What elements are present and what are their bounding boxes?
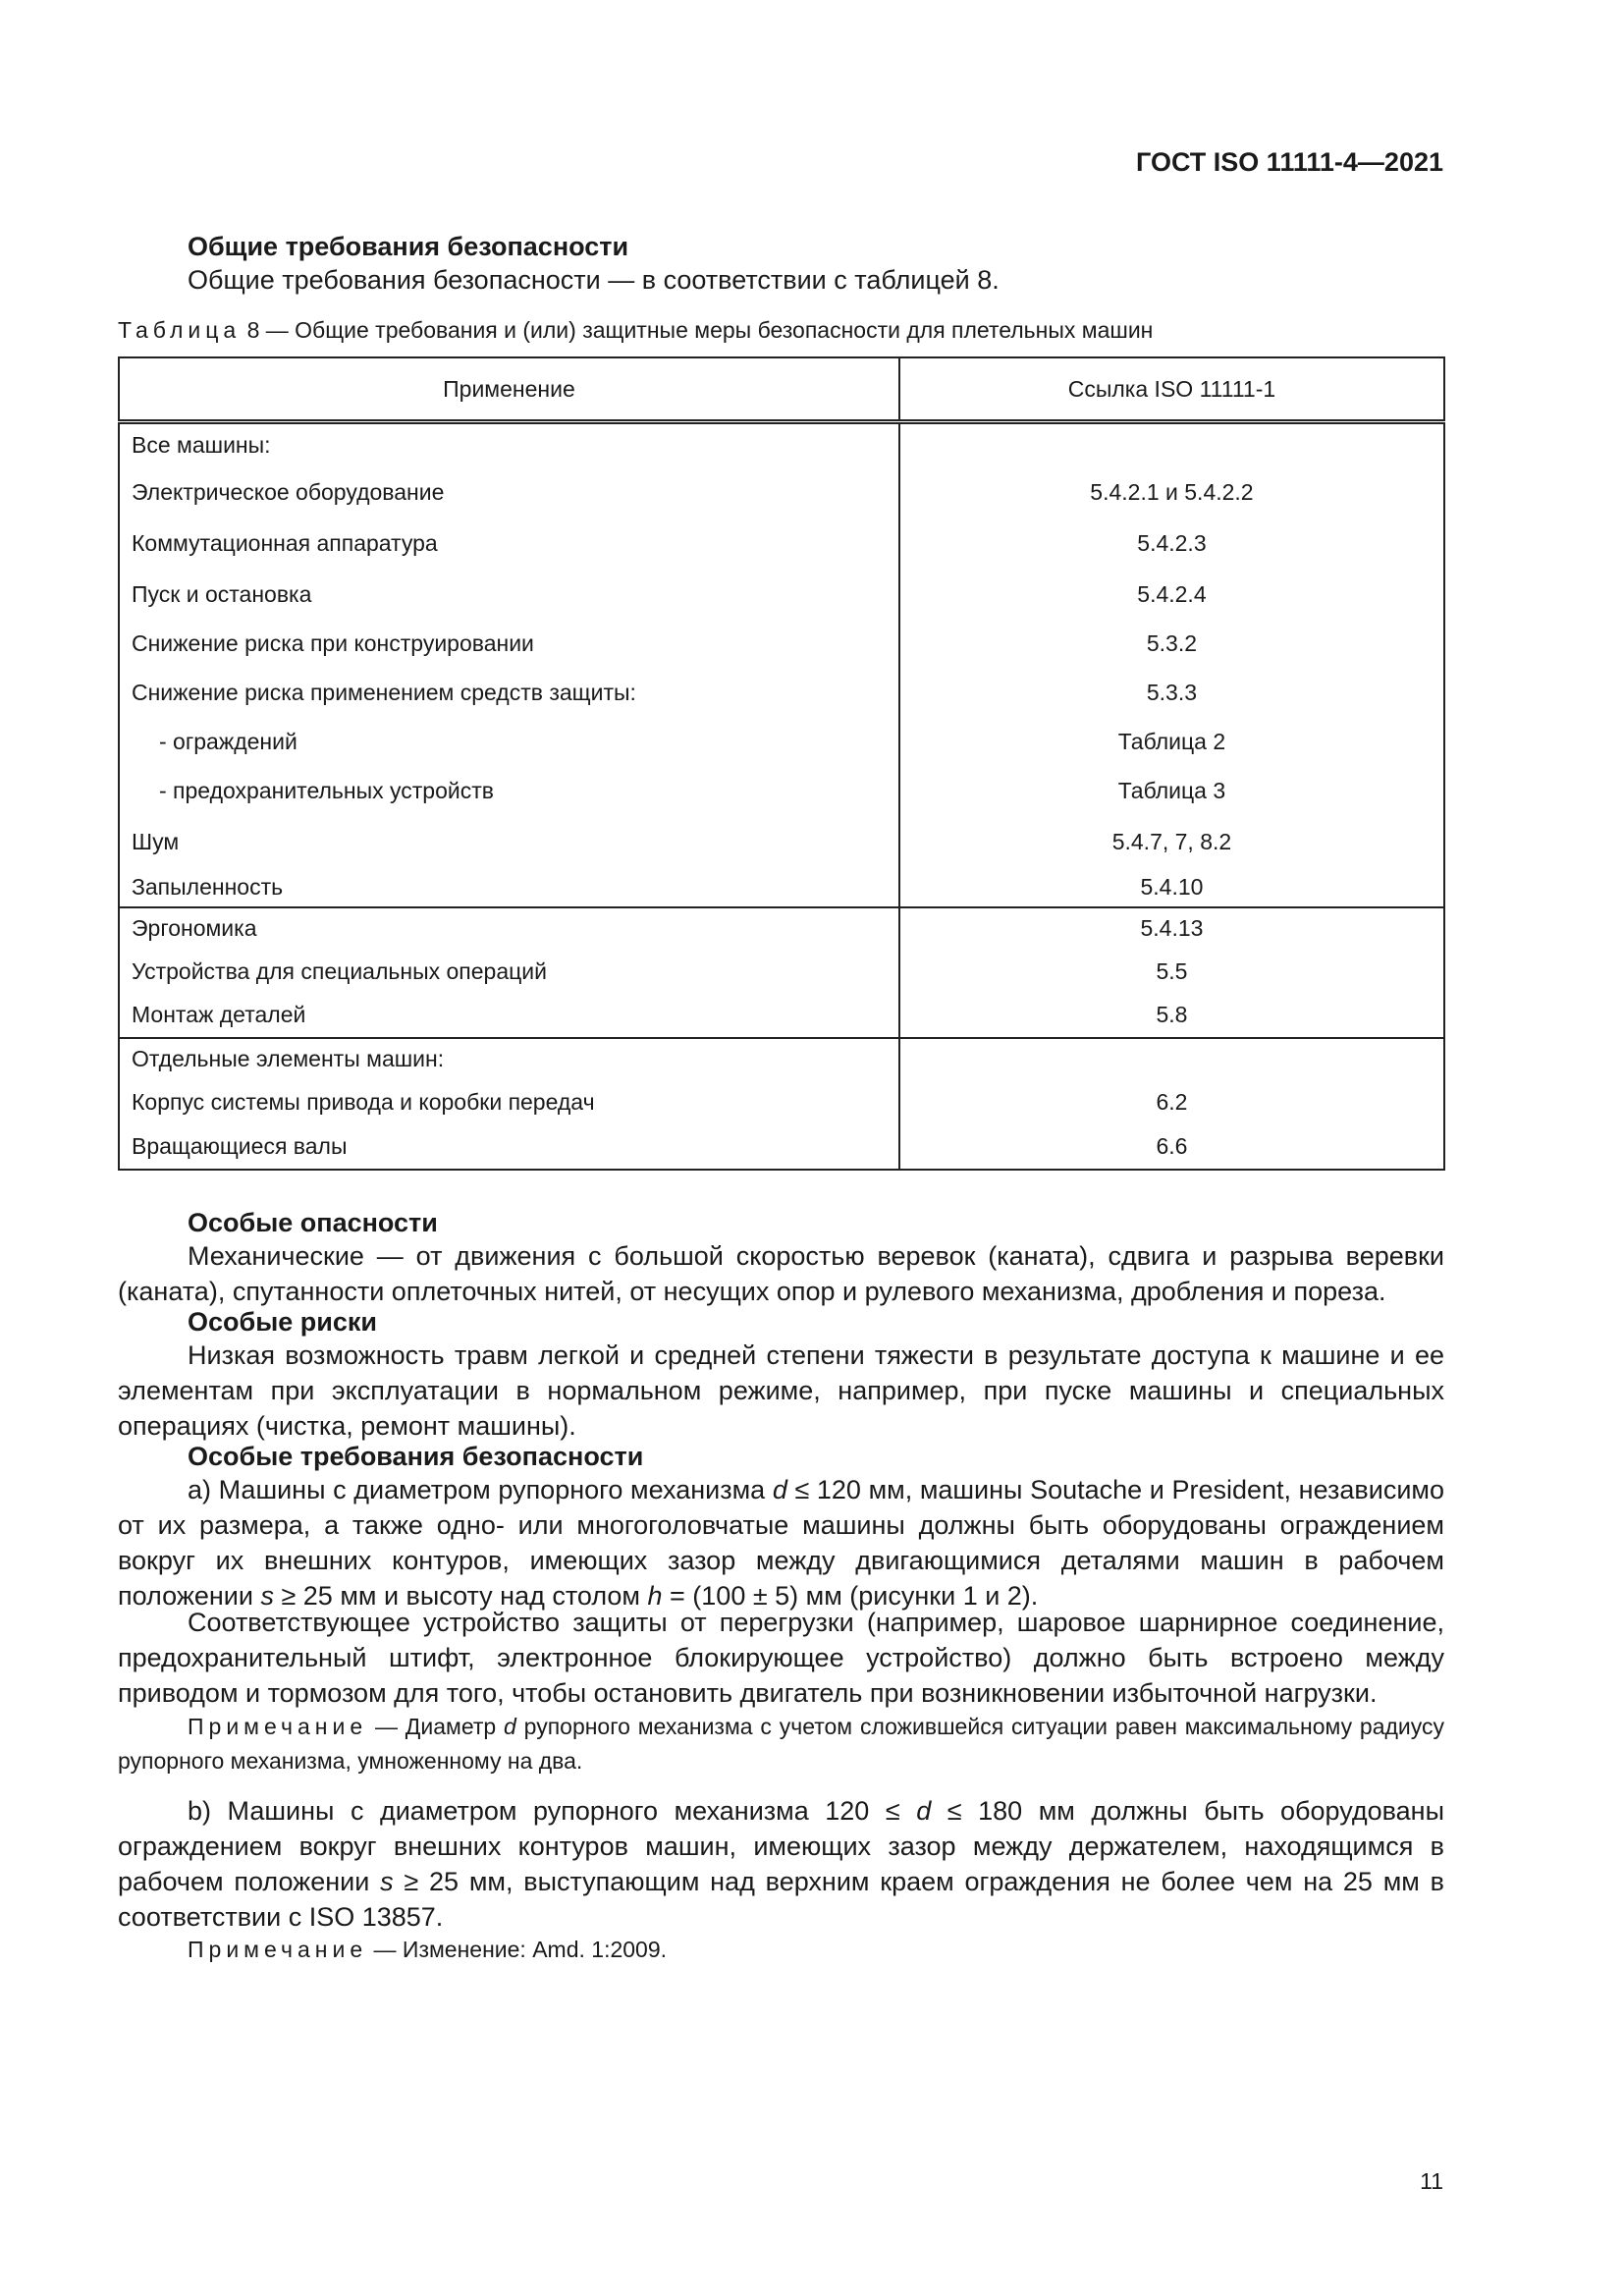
col-header-reference: Ссылка ISO 11111-1 bbox=[899, 357, 1444, 422]
table-row bbox=[119, 950, 1444, 994]
requirements-table bbox=[118, 356, 1445, 1171]
table-row bbox=[119, 620, 1444, 669]
cell-application: Отдельные элементы машин: bbox=[119, 1038, 899, 1080]
hazards-heading: Особые опасности bbox=[188, 1208, 438, 1237]
cell-application: Электрическое оборудование bbox=[119, 467, 899, 519]
cell-reference bbox=[899, 1038, 1444, 1080]
table-row bbox=[119, 868, 1444, 907]
cell-reference: 5.4.2.3 bbox=[899, 519, 1444, 570]
cell-application: Снижение риска при конструировании bbox=[119, 620, 899, 669]
general-heading: Общие требования безопасности bbox=[188, 232, 629, 261]
cell-reference: Таблица 2 bbox=[899, 718, 1444, 766]
cell-application: Коммутационная аппаратура bbox=[119, 519, 899, 570]
cell-application: Устройства для специальных операций bbox=[119, 950, 899, 994]
cell-application: Пуск и остановка bbox=[119, 570, 899, 620]
table-row bbox=[119, 1124, 1444, 1170]
note-1-label: Примечание bbox=[188, 1714, 368, 1739]
cell-reference: 5.3.2 bbox=[899, 620, 1444, 669]
note-2-label: Примечание bbox=[188, 1937, 368, 1962]
cell-application: Вращающиеся валы bbox=[119, 1124, 899, 1170]
cell-application: Монтаж деталей bbox=[119, 994, 899, 1038]
table-row bbox=[119, 1080, 1444, 1124]
cell-reference: 5.4.7, 7, 8.2 bbox=[899, 817, 1444, 868]
item-b-paragraph: b) Машины с диаметром рупорного механизма 120 ≤ d ≤ 180 мм должны быть оборудованы ограждением вокруг внешних контуров машин, имеющих зазор между держателем, находящимся в рабочем положении s ≥ 25 мм, выступающим над верхним краем ограждения не более чем на 25 мм в соответствии с ISO 13857. bbox=[118, 1796, 1445, 1932]
table-row bbox=[119, 994, 1444, 1038]
overload-paragraph: Соответствующее устройство защиты от перегрузки (например, шаровое шарнирное соединение, предохранительный штифт, электронное блокирующее устройство) должно быть встроено между приводом и тормозом для того, чтобы остановить двигатель при возникновении избыточной нагрузки. bbox=[118, 1608, 1444, 1708]
cell-reference: 5.5 bbox=[899, 950, 1444, 994]
table-caption-text: 8 — Общие требования и (или) защитные меры безопасности для плетельных машин bbox=[246, 317, 1154, 343]
cell-reference: 5.4.2.4 bbox=[899, 570, 1444, 620]
note-1: Примечание — Диаметр d рупорного механизма с учетом сложившейся ситуации равен максимальному радиусу рупорного механизма, умноженному на два. bbox=[118, 1714, 1444, 1774]
cell-reference: 5.3.3 bbox=[899, 669, 1444, 718]
table-row bbox=[119, 817, 1444, 868]
table-row bbox=[119, 669, 1444, 718]
table-row bbox=[119, 519, 1444, 570]
cell-application: - предохранительных устройств bbox=[119, 766, 899, 817]
cell-reference: 5.4.13 bbox=[899, 907, 1444, 950]
table-row bbox=[119, 422, 1444, 467]
hazards-text: Механические — от движения с большой скоростью веревок (каната), сдвига и разрыва веревки (каната), спутанности оплеточных нитей, от несущих опор и рулевого механизма, дробления и пореза. bbox=[118, 1241, 1444, 1306]
table-row bbox=[119, 570, 1444, 620]
table-caption-label: Таблица bbox=[118, 317, 242, 343]
general-text: Общие требования безопасности — в соответствии с таблицей 8. bbox=[188, 265, 1000, 295]
risks-text: Низкая возможность травм легкой и средней степени тяжести в результате доступа к машине и ее элементам при эксплуатации в нормальном режиме, например, при пуске машины и специальных операциях (чистка, ремонт машины). bbox=[118, 1340, 1444, 1441]
table-row bbox=[119, 1038, 1444, 1080]
cell-application: Запыленность bbox=[119, 868, 899, 907]
item-a-paragraph: a) Машины с диаметром рупорного механизма d ≤ 120 мм, машины Soutache и President, независимо от их размера, а также одно- или многоголовчатые машины должны быть оборудованы ограждением вокруг их внешних контуров, имеющих зазор между двигающимися деталями машин в рабочем положении s ≥ 25 мм и высоту над столом h = (100 ± 5) мм (рисунки 1 и 2). bbox=[118, 1475, 1444, 1611]
risks-heading: Особые риски bbox=[188, 1307, 377, 1337]
cell-reference: 5.4.2.1 и 5.4.2.2 bbox=[899, 467, 1444, 519]
table-caption bbox=[118, 317, 1153, 344]
cell-application: Эргономика bbox=[119, 907, 899, 950]
col-header-application: Применение bbox=[119, 357, 899, 422]
cell-application: Снижение риска применением средств защиты: bbox=[119, 669, 899, 718]
cell-application: Шум bbox=[119, 817, 899, 868]
table-row bbox=[119, 467, 1444, 519]
page-number: 11 bbox=[1420, 2168, 1443, 2194]
cell-application: Корпус системы привода и коробки передач bbox=[119, 1080, 899, 1124]
table-row bbox=[119, 907, 1444, 950]
special-heading: Особые требования безопасности bbox=[188, 1442, 644, 1471]
cell-reference: 6.2 bbox=[899, 1080, 1444, 1124]
cell-reference: Таблица 3 bbox=[899, 766, 1444, 817]
cell-application: Все машины: bbox=[119, 422, 899, 467]
table-row bbox=[119, 766, 1444, 817]
cell-reference: 5.4.10 bbox=[899, 868, 1444, 907]
document-code: ГОСТ ISO 11111-4—2021 bbox=[1136, 147, 1443, 177]
table-row bbox=[119, 718, 1444, 766]
cell-reference: 5.8 bbox=[899, 994, 1444, 1038]
cell-reference bbox=[899, 422, 1444, 467]
cell-application: - ограждений bbox=[119, 718, 899, 766]
note-2: Примечание — Изменение: Amd. 1:2009. bbox=[188, 1937, 668, 1962]
cell-reference: 6.6 bbox=[899, 1124, 1444, 1170]
